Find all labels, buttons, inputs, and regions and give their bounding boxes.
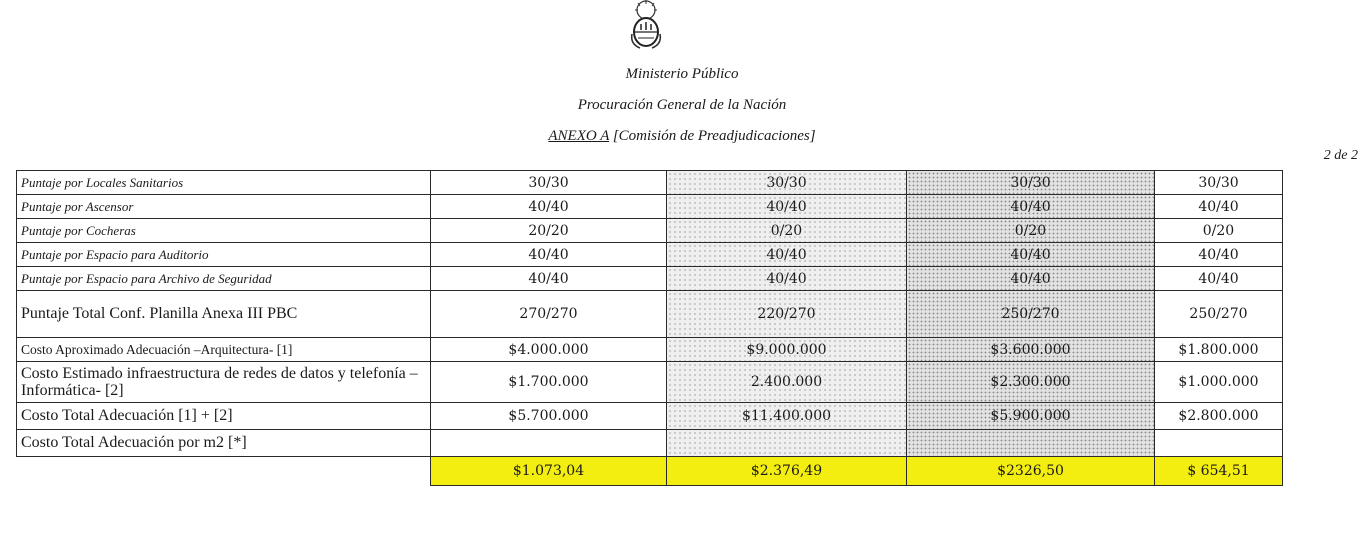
offer-2-cost-per-m2: $2.376,49 [667,457,907,486]
row-label: Puntaje por Locales Sanitarios [17,171,431,195]
offer-3-cell: 30/30 [907,171,1155,195]
offer-1-cell: 40/40 [431,243,667,267]
table-row [17,291,1283,338]
table-row [17,243,1283,267]
table-row [17,267,1283,291]
offer-1-cell: 270/270 [431,291,667,338]
offer-3-cell [907,430,1155,457]
empty-cell [17,457,431,486]
offer-2-cell: 0/20 [667,219,907,243]
offer-1-cell: $4.000.000 [431,338,667,362]
offer-4-cell: 30/30 [1155,171,1283,195]
offer-3-cell: $2.300.000 [907,362,1155,403]
row-label: Costo Aproximado Adecuación –Arquitectura- [1] [17,338,431,362]
table-row [17,195,1283,219]
offer-3-cell: $3.600.000 [907,338,1155,362]
evaluation-table [16,170,1283,486]
offer-3-cell: 40/40 [907,267,1155,291]
offer-1-cell: 30/30 [431,171,667,195]
table-row [17,362,1283,403]
offer-1-cell: 40/40 [431,267,667,291]
offer-3-cost-per-m2: $2326,50 [907,457,1155,486]
offer-2-cell: 30/30 [667,171,907,195]
offer-2-cell: 220/270 [667,291,907,338]
table-row [17,403,1283,430]
offer-4-cell: 0/20 [1155,219,1283,243]
table-row-highlighted [17,457,1283,486]
row-label: Puntaje por Cocheras [17,219,431,243]
offer-4-cell: $1.800.000 [1155,338,1283,362]
annex-title [0,128,1364,145]
offer-2-cell: 40/40 [667,267,907,291]
offer-1-cell: $5.700.000 [431,403,667,430]
offer-1-cell [431,430,667,457]
annex-subtitle: [Comisión de Preadjudicaciones] [609,128,816,144]
table-row [17,219,1283,243]
offer-4-cell: 40/40 [1155,195,1283,219]
offer-1-cell: $1.700.000 [431,362,667,403]
offer-2-cell [667,430,907,457]
row-label: Puntaje por Ascensor [17,195,431,219]
table-row [17,430,1283,457]
row-label: Puntaje Total Conf. Planilla Anexa III PBC [17,291,431,338]
offer-3-cell: 250/270 [907,291,1155,338]
agency-name: Procuración General de la Nación [577,97,787,113]
row-label: Costo Total Adecuación [1] + [2] [17,403,431,430]
offer-4-cell: 40/40 [1155,243,1283,267]
row-label: Costo Estimado infraestructura de redes de datos y telefonía –Informática- [2] [17,362,431,403]
offer-2-cell: 40/40 [667,243,907,267]
table-row [17,171,1283,195]
row-label: Puntaje por Espacio para Auditorio [17,243,431,267]
offer-1-cell: 20/20 [431,219,667,243]
row-label: Puntaje por Espacio para Archivo de Seguridad [17,267,431,291]
offer-3-cell: $5.900.000 [907,403,1155,430]
offer-3-cell: 40/40 [907,243,1155,267]
offer-4-cell: $1.000.000 [1155,362,1283,403]
offer-4-cell [1155,430,1283,457]
offer-1-cost-per-m2: $1.073,04 [431,457,667,486]
offer-4-cell: 250/270 [1155,291,1283,338]
offer-4-cost-per-m2: $ 654,51 [1155,457,1283,486]
coat-of-arms-seal-icon [628,0,664,52]
offer-1-cell: 40/40 [431,195,667,219]
offer-2-cell: 40/40 [667,195,907,219]
offer-2-cell: $11.400.000 [667,403,907,430]
offer-3-cell: 0/20 [907,219,1155,243]
annex-label: ANEXO A [548,128,610,144]
page-number: 2 de 2 [1323,148,1358,163]
offer-2-cell: 2.400.000 [667,362,907,403]
offer-4-cell: $2.800.000 [1155,403,1283,430]
row-label: Costo Total Adecuación por m2 [*] [17,430,431,457]
offer-4-cell: 40/40 [1155,267,1283,291]
offer-2-cell: $9.000.000 [667,338,907,362]
offer-3-cell: 40/40 [907,195,1155,219]
ministry-name: Ministerio Público [625,66,739,82]
table-row [17,338,1283,362]
